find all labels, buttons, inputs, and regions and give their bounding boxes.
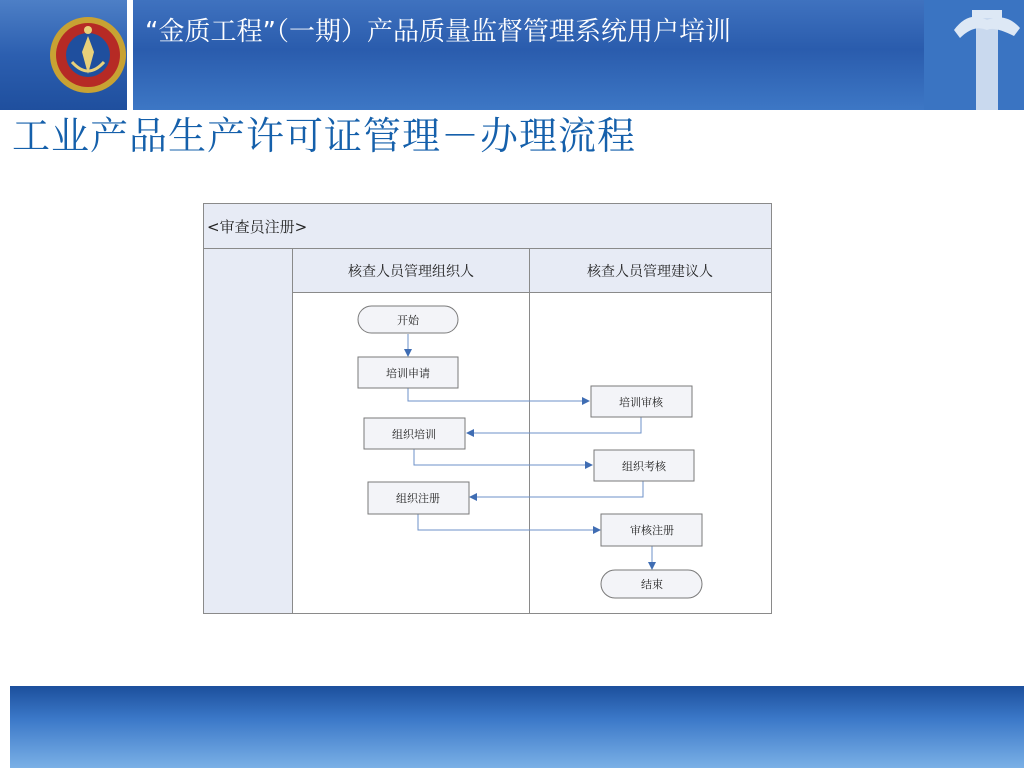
flow-diagram [203,203,773,616]
pool-title: <审查员注册> [207,218,308,236]
footer-bar [10,686,1024,768]
emblem-icon [0,0,127,110]
node-organize-exam-label: 组织考核 [622,460,666,473]
node-organize-training-label: 组织培训 [392,428,436,441]
huabiao-pillar-icon [924,0,1024,110]
node-start-label: 开始 [397,314,419,327]
footer [0,684,1024,768]
node-apply-label: 培训申请 [386,367,430,380]
header [0,0,1024,110]
page-title: 工业产品生产许可证管理－办理流程 [12,114,637,158]
node-end-label: 结束 [641,578,663,591]
node-review-label: 培训审核 [619,396,663,409]
pool-side-column [204,249,293,614]
node-organize-register-label: 组织注册 [396,492,440,505]
node-review-register-label: 审核注册 [630,524,674,537]
header-title: “金质工程”（一期）产品质量监督管理系统用户培训 [145,17,731,47]
logo-panel [0,0,127,110]
lane-body-organizer [293,293,530,614]
lane-label-advisor: 核查人员管理建议人 [587,264,713,280]
lane-label-organizer: 核查人员管理组织人 [348,264,474,280]
